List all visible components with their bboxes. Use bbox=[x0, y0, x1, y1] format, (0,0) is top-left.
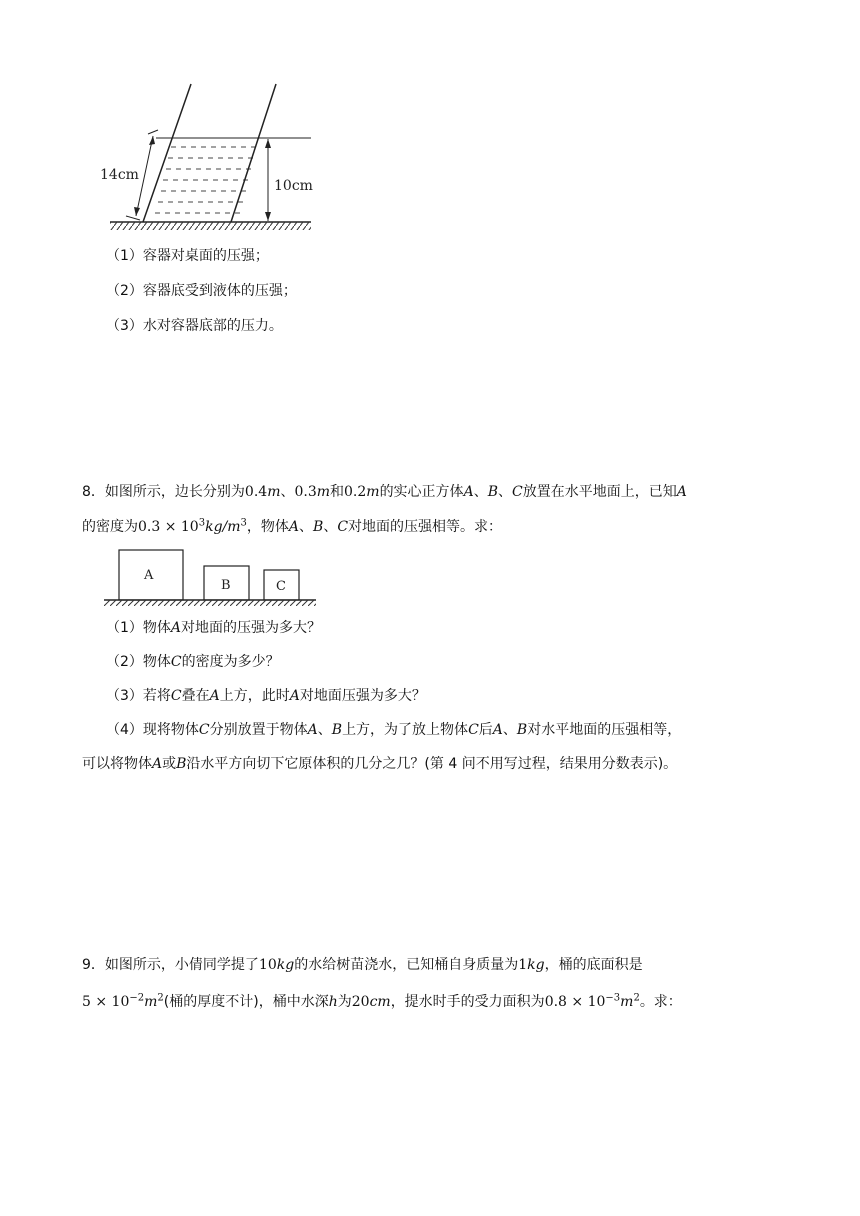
cubes-figure bbox=[104, 546, 320, 608]
q8-sub2: （2）物体C的密度为多少？ bbox=[106, 654, 280, 670]
q8-number: 8． bbox=[82, 484, 105, 500]
height-label: 10cm bbox=[274, 178, 313, 194]
q7-sub1: （1）容器对桌面的压强； bbox=[106, 248, 269, 264]
slant-length-label: 14cm bbox=[100, 167, 139, 183]
q9-line2: $5 \times 10^{-2}m^2$(桶的厚度不计)，桶中水深h为20cm，提水时手的受力面积为$0.8 \times 10^{-3}m^2$。求： bbox=[82, 992, 682, 1010]
q9-number: 9． bbox=[82, 957, 105, 973]
q7-sub2: （2）容器底受到液体的压强； bbox=[106, 283, 297, 299]
q9-line1: 9．如图所示，小倩同学提了10kg的水给树苗浇水，已知桶自身质量为1kg，桶的底面积是 bbox=[82, 957, 643, 973]
cube-c-label: C bbox=[276, 579, 286, 594]
q8-sub4-line2: 可以将物体A或B沿水平方向切下它原体积的几分之几？(第 4 问不用写过程，结果用分数表示)。 bbox=[82, 756, 678, 772]
cube-a-label: A bbox=[144, 568, 154, 583]
q8-line2: 的密度为$0.3 \times 10^3kg/m^3$，物体A、B、C对地面的压强相等。求： bbox=[82, 517, 503, 535]
q8-sub4-line1: （4）现将物体C分别放置于物体A、B上方，为了放上物体C后A、B对水平地面的压强相等， bbox=[106, 722, 682, 738]
q8-line1: 8．如图所示，边长分别为0.4m、0.3m和0.2m的实心正方体A、B、C放置在水平地面上，已知A bbox=[82, 484, 687, 500]
q8-sub1: （1）物体A对地面的压强为多大？ bbox=[106, 620, 322, 636]
container-figure bbox=[96, 82, 326, 242]
q8-sub3: （3）若将C叠在A上方，此时A对地面压强为多大？ bbox=[106, 688, 426, 704]
cube-b-label: B bbox=[221, 578, 231, 593]
q7-sub3: （3）水对容器底部的压力。 bbox=[106, 318, 283, 334]
